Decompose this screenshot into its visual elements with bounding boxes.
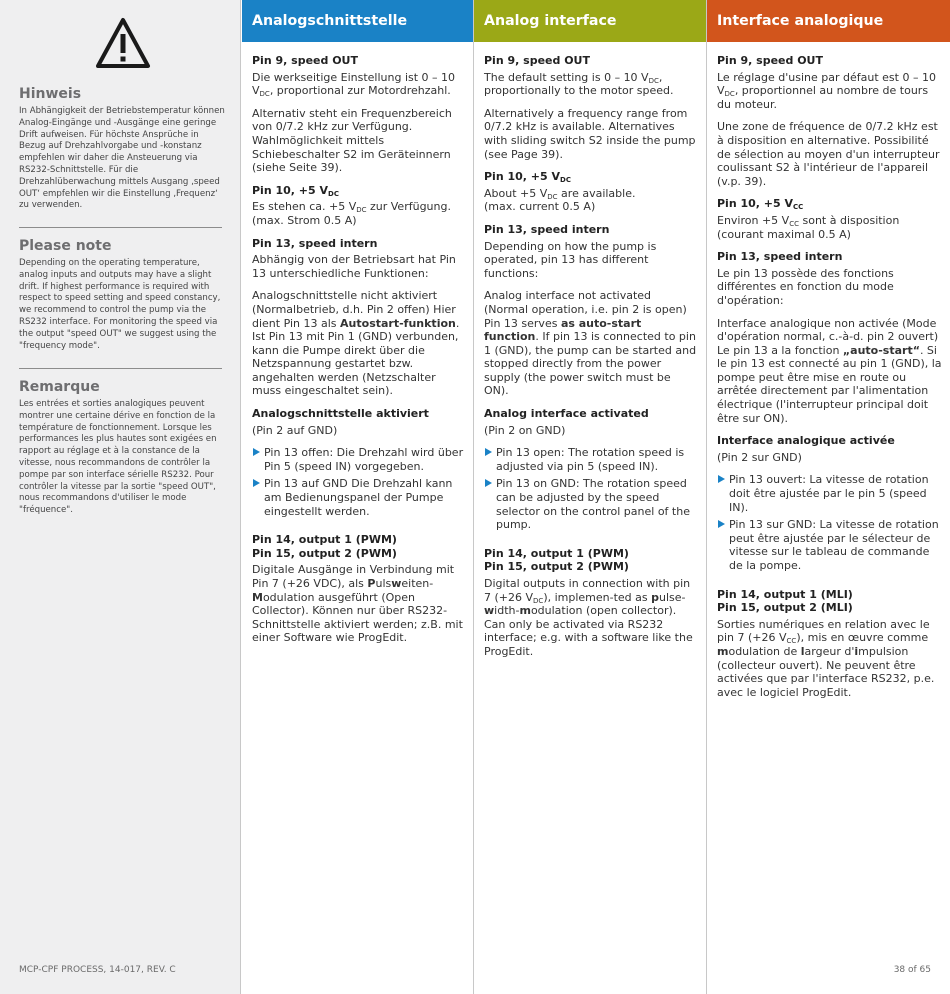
section-heading [717,197,944,211]
section-heading: Analog interface activated [484,407,649,421]
section-heading: Pin 13, speed intern [484,222,610,236]
triangle-bullet-icon [485,479,492,487]
bullet-list [252,446,465,518]
paragraph: (courant maximal 0.5 A) [717,227,851,241]
paragraph: Une zone de fréquence de 0/7.2 kHz est à disposition en alternative. Possibilité de sélection au moyen d'un interrupteur coulissant S2 à l'intérieur de l'appareil (v.p. 39). [717,120,940,188]
bold-text: as auto-start function [484,316,642,344]
paragraph [252,71,465,98]
bold-text: w [391,577,402,590]
bold-text: Autostart-funktion [340,316,456,330]
triangle-bullet-icon [718,520,725,528]
subscript: CC [793,203,804,212]
note-title: Please note [19,238,112,254]
text: odulation (open collector). Can only be activated via RS232 interface; e.g. with a software like the ProgEdit. [484,604,693,658]
text: Pin 13 auf GND Die Drehzahl kann am Bedienungspanel der Pumpe eingestellt werden. [264,477,453,518]
column-french [707,0,950,994]
text: Interface analogique non activée (Mode d'opération normal, c.-à-d. pin 2 ouvert) Le pin 13 a la fonction [717,316,939,357]
subscript: DC [259,90,270,99]
subscript: DC [724,90,735,99]
bullet-list [484,446,698,532]
page-number: 38 of 65 [893,965,931,975]
note-text: Les entrées et sorties analogiques peuvent montrer une certaine dérive en fonction de la température de fonctionnement. Lorsque les performances les plus hautes sont exigées en rapport au réglage et à la constance de la vitesse, nous recommandons de contrôler la pompe par son interface sérielle RS232. Pour contrôler la vitesse par la sortie "speed OUT", nous recommandons d'utiliser le mode "fréquence". [19,399,217,516]
document-reference: MCP-CPF PROCESS, 14-017, REV. C [19,965,176,975]
bold-text: M [252,590,263,604]
paragraph: Alternatively a frequency range from 0/7.2 kHz is available. Alternatives with sliding switch S2 inside the pump (see Page 39). [484,106,696,161]
text: idth- [494,604,520,618]
list-item [717,518,944,572]
paragraph: (Pin 2 on GND) [484,423,566,437]
paragraph [484,187,698,201]
note-text: Depending on the operating temperature, analog inputs and outputs may have a slight drift. If highest performance is required with respect to speed setting and speed constancy, we recommend to control the pump via the RS232 interface. For monitoring the speed via the output "speed OUT" we suggest using the "frequency mode". [19,258,221,351]
paragraph: (Pin 2 sur GND) [717,450,802,464]
bold-text: w [484,604,495,618]
triangle-bullet-icon [485,448,492,456]
section-heading: Pin 13, speed intern [252,236,378,250]
section-heading [484,170,698,184]
note-english [19,238,225,352]
text: odulation ausgeführt (Open Collector). Können nur über RS232-Schnittstelle aktiviert werden; z.B. mit einer Software wie ProgEdit. [252,590,463,645]
text: Pin 13 open: The rotation speed is adjusted via pin 5 (speed IN). [496,446,685,473]
subscript: DC [533,596,544,605]
section-heading: Analogschnittstelle aktiviert [252,407,429,421]
text: The default setting is 0 – 10 V [484,70,649,84]
subscript: DC [547,192,558,201]
text: . Ist Pin 13 mit Pin 1 (GND) verbunden, kann die Pumpe direkt über die Netzspannung gestartet bzw. angehalten werden (Netzschalter muss eingeschaltet sein). [252,316,460,398]
text: Sorties numériques en relation avec le pin 7 (+26 V [717,617,930,645]
bold-text: m [717,644,729,658]
paragraph: Depending on how the pump is operated, pin 13 has different functions: [484,239,657,280]
text: , proportionnel au nombre de tours du moteur. [717,84,929,111]
text: Analog interface not activated (Normal operation, i.e. pin 2 is open) Pin 13 serves [484,289,687,330]
column-title: Analogschnittstelle [242,0,473,42]
section-heading: Pin 14, output 1 (PWM) [252,533,397,547]
list-item [484,477,698,531]
text: Die werkseitige Einstellung ist 0 – 10 V [252,70,456,98]
list-item [252,446,465,473]
subscript: DC [328,189,339,198]
text: , proportionally to the motor speed. [484,70,674,98]
text: Pin 10, +5 V [484,170,561,184]
text: Environ +5 V [717,213,790,227]
text: ), mis en œuvre comme [796,631,929,645]
text: Le réglage d'usine par défaut est 0 – 10 V [717,70,936,98]
list-item [484,446,698,473]
section-heading: Pin 15, output 2 (PWM) [252,546,397,560]
warning-triangle-icon [95,17,151,69]
column-title: Interface analogique [707,0,950,42]
note-text: In Abhängigkeit der Betriebstemperatur können Analog-Eingänge und -Ausgänge eine geringe Drift aufweisen. Für höchste Ansprüche in Bezug auf Drehzahlvorgabe und -konstanz empfehlen wir daher die Ansteuerung via RS232-Schnittstelle. Für die Drehzahlüberwachung mittels Ausgang ‚speed OUT‘ empfehlen wir die Einstellung ‚Frequenz‘ zu verwenden. [19,106,225,211]
text: Es stehen ca. +5 V [252,200,357,214]
text: uls [375,577,392,590]
paragraph: Alternativ steht ein Frequenzbereich von 0/7.2 kHz zur Verfügung. Wahlmöglichkeit mittels Schiebeschalter S2 im Geräteinnern (siehe Seite 39). [252,106,452,175]
column-english [474,0,707,994]
triangle-bullet-icon [718,475,725,483]
section-heading: Pin 9, speed OUT [717,54,823,67]
bold-text: l [800,644,805,658]
text: odulation de [728,644,801,658]
paragraph [717,71,944,112]
subscript: DC [560,176,571,185]
text: are available. [557,186,636,200]
section-heading: Interface analogique activée [717,434,895,448]
column-body [707,42,950,699]
text: . If pin 13 is connected to pin 1 (GND), the pump can be started and stopped directly from the power supply (the power switch must be ON). [484,330,697,398]
section-heading: Pin 9, speed OUT [484,54,590,67]
section-heading: Pin 14, output 1 (MLI) [717,587,853,601]
section-heading: Pin 15, output 2 (MLI) [717,601,853,615]
text: Pin 10, +5 V [717,197,794,211]
paragraph [717,214,944,228]
paragraph [252,289,465,398]
subscript: CC [786,637,797,646]
text: ), implemen-ted as [543,590,652,604]
subscript: DC [356,206,367,215]
text: sont à disposition [799,213,900,227]
text: argeur d' [804,644,855,658]
bold-text: „auto-start“ [842,343,920,357]
paragraph [484,71,698,98]
triangle-bullet-icon [253,448,260,456]
text: . Si le pin 13 est connecté au pin 1 (GND), la pompe peut être mise en route ou arrêtée directement par l'alimentation électrique (l'interrupteur principal doit être sur ON). [717,343,942,425]
subscript: CC [789,219,799,228]
paragraph: Abhängig von der Betriebsart hat Pin 13 unterschiedliche Funktionen: [252,253,456,280]
list-item [252,477,465,518]
list-item [717,473,944,514]
section-heading [252,184,465,198]
text: Pin 13 on GND: The rotation speed can be adjusted by the speed selector on the control panel of the pump. [496,477,690,532]
paragraph [484,289,698,398]
text: Pin 13 sur GND: La vitesse de rotation peut être ajustée par le sélecteur de vitesse sur le tableau de commande de la pompe. [729,518,939,572]
note-title: Remarque [19,379,100,395]
paragraph [717,317,944,426]
paragraph: (max. current 0.5 A) [484,200,596,214]
section-heading: Pin 14, output 1 (PWM) [484,546,629,560]
divider [19,227,222,228]
text: Digital outputs in connection with pin 7 (+26 V [484,577,691,604]
paragraph [252,563,465,645]
sidebar [0,0,241,994]
paragraph: Le pin 13 possède des fonctions différentes en fonction du mode d'opération: [717,266,894,307]
paragraph [252,200,465,214]
triangle-bullet-icon [253,479,260,487]
note-french [19,379,225,517]
column-german [242,0,474,994]
column-body [242,42,473,645]
text: Pin 13 offen: Die Drehzahl wird über Pin 5 (speed IN) vorgegeben. [264,446,464,473]
text: , proportional zur Motordrehzahl. [269,84,451,98]
text: Analogschnittstelle nicht aktiviert (Normalbetrieb, d.h. Pin 2 offen) Hier dient Pin 13 als [252,289,456,330]
note-title: Hinweis [19,86,82,102]
text: zur Verfügung. [366,200,451,214]
divider [19,368,222,369]
bold-text: m [519,604,531,618]
bullet-list [717,473,944,572]
text: Pin 10, +5 V [252,183,329,197]
text: mpulsion (collecteur ouvert). Ne peuvent être activées que par l'interface RS232, p.e. avec le logiciel ProgEdit. [717,644,935,699]
paragraph: (Pin 2 auf GND) [252,423,338,437]
section-heading: Pin 13, speed intern [717,250,843,264]
section-heading: Pin 9, speed OUT [252,54,358,67]
text: Pin 13 ouvert: La vitesse de rotation doit être ajustée par le pin 5 (speed IN). [729,473,929,514]
note-german [19,86,225,212]
paragraph [484,577,698,659]
section-heading: Pin 15, output 2 (PWM) [484,560,629,574]
column-body [474,42,706,659]
subscript: DC [648,76,659,85]
bold-text: i [854,644,859,658]
text: eiten- [401,577,434,590]
bold-text: P [367,577,376,590]
column-title: Analog interface [474,0,706,42]
paragraph: (max. Strom 0.5 A) [252,213,357,227]
text: Digitale Ausgänge in Verbindung mit Pin 7 (+26 VDC), als [252,563,455,590]
bold-text: p [651,590,660,604]
paragraph [717,618,944,700]
text: About +5 V [484,186,548,200]
text: ulse- [659,590,686,604]
